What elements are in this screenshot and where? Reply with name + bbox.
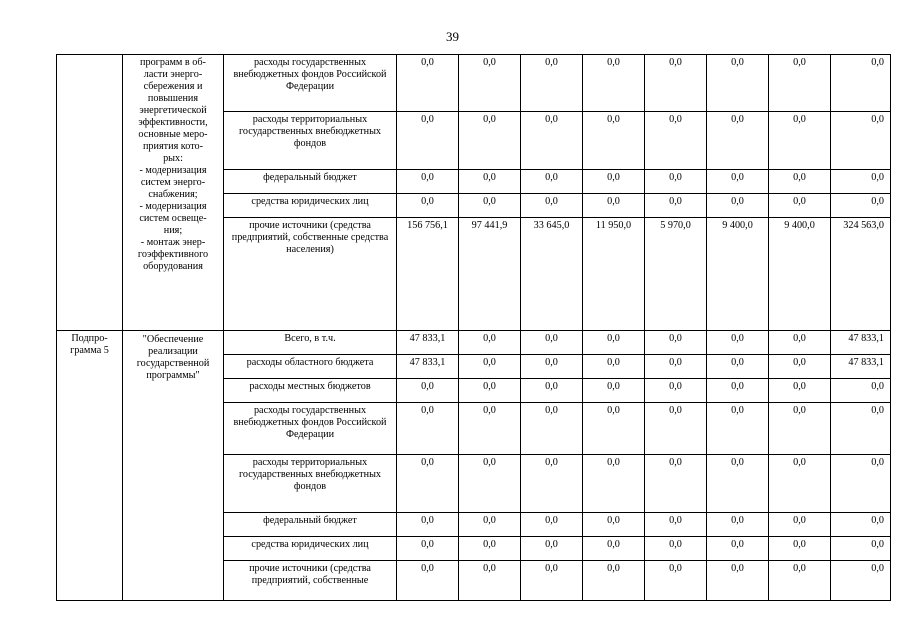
value-cell: 0,0 (583, 355, 645, 379)
value-cell: 0,0 (707, 355, 769, 379)
value-cell: 0,0 (521, 331, 583, 355)
value-cell: 0,0 (521, 112, 583, 170)
value-cell: 47 833,1 (831, 331, 891, 355)
value-cell: 0,0 (459, 379, 521, 403)
value-cell: 0,0 (521, 170, 583, 194)
funding-source: прочие источники (средства предприятий, собственные средства населения) (224, 218, 397, 331)
value-cell: 156 756,1 (397, 218, 459, 331)
value-cell: 0,0 (645, 194, 707, 218)
value-cell: 0,0 (769, 403, 831, 455)
value-cell: 0,0 (583, 331, 645, 355)
program-cell (57, 55, 123, 331)
value-cell: 97 441,9 (459, 218, 521, 331)
value-cell: 0,0 (831, 513, 891, 537)
value-cell: 0,0 (459, 112, 521, 170)
value-cell: 0,0 (583, 513, 645, 537)
value-cell: 0,0 (769, 355, 831, 379)
value-cell: 0,0 (459, 331, 521, 355)
value-cell: 0,0 (769, 379, 831, 403)
description-line: повышения (147, 93, 199, 104)
value-cell: 0,0 (397, 379, 459, 403)
value-cell: 0,0 (459, 355, 521, 379)
funding-source: федеральный бюджет (224, 170, 397, 194)
description-line: программ в об- (140, 57, 206, 68)
value-cell: 0,0 (459, 513, 521, 537)
value-cell: 0,0 (769, 55, 831, 112)
value-cell: 33 645,0 (521, 218, 583, 331)
funding-source: средства юридических лиц (224, 537, 397, 561)
value-cell: 0,0 (459, 403, 521, 455)
value-cell: 0,0 (769, 112, 831, 170)
value-cell: 0,0 (521, 355, 583, 379)
value-cell: 0,0 (459, 55, 521, 112)
value-cell: 0,0 (583, 170, 645, 194)
value-cell: 0,0 (645, 513, 707, 537)
value-cell: 0,0 (707, 55, 769, 112)
value-cell: 0,0 (583, 455, 645, 513)
value-cell: 0,0 (707, 331, 769, 355)
value-cell: 0,0 (521, 194, 583, 218)
value-cell: 0,0 (831, 170, 891, 194)
value-cell: 0,0 (459, 194, 521, 218)
description-line: эффективности, (138, 117, 208, 128)
value-cell: 0,0 (521, 561, 583, 601)
value-cell: 0,0 (583, 403, 645, 455)
value-cell: 0,0 (831, 537, 891, 561)
value-cell: 0,0 (707, 537, 769, 561)
funding-source: расходы местных бюджетов (224, 379, 397, 403)
value-cell: 0,0 (521, 455, 583, 513)
funding-source: прочие источники (средства предприятий, собственные (224, 561, 397, 601)
subprogram-name: "Обеспечение реализации государственной программы" (123, 331, 224, 601)
description-line: основные меро- (138, 129, 208, 140)
description-line: снабжения; (148, 189, 198, 200)
value-cell: 0,0 (769, 194, 831, 218)
value-cell: 0,0 (583, 194, 645, 218)
value-cell: 0,0 (645, 455, 707, 513)
value-cell: 0,0 (521, 513, 583, 537)
value-cell: 0,0 (521, 379, 583, 403)
value-cell: 0,0 (583, 112, 645, 170)
value-cell: 0,0 (707, 455, 769, 513)
value-cell: 0,0 (459, 455, 521, 513)
value-cell: 0,0 (707, 170, 769, 194)
page-number: 39 (446, 29, 459, 44)
value-cell: 9 400,0 (707, 218, 769, 331)
value-cell: 0,0 (707, 561, 769, 601)
value-cell: 0,0 (769, 331, 831, 355)
funding-source: расходы территориальных государственных внебюджетных фондов (224, 455, 397, 513)
value-cell: 0,0 (521, 55, 583, 112)
value-cell: 0,0 (645, 403, 707, 455)
value-cell: 0,0 (521, 403, 583, 455)
program-description (123, 55, 224, 331)
description-line: систем энерго- (140, 177, 206, 188)
value-cell: 0,0 (583, 537, 645, 561)
value-cell: 0,0 (831, 194, 891, 218)
value-cell: 11 950,0 (583, 218, 645, 331)
description-line: систем освеще- (139, 213, 207, 224)
value-cell: 0,0 (645, 331, 707, 355)
funding-source: расходы областного бюджета (224, 355, 397, 379)
value-cell: 0,0 (645, 55, 707, 112)
value-cell: 0,0 (831, 561, 891, 601)
value-cell: 0,0 (707, 379, 769, 403)
funding-source: расходы государственных внебюджетных фондов Российской Федерации (224, 55, 397, 112)
value-cell: 0,0 (769, 455, 831, 513)
table-row (57, 55, 891, 112)
description-line: ния; (163, 225, 183, 236)
value-cell: 0,0 (831, 455, 891, 513)
value-cell: 0,0 (769, 537, 831, 561)
funding-source: расходы государственных внебюджетных фондов Российской Федерации (224, 403, 397, 455)
value-cell: 0,0 (645, 537, 707, 561)
value-cell: 0,0 (459, 537, 521, 561)
value-cell: 0,0 (397, 55, 459, 112)
value-cell: 0,0 (645, 355, 707, 379)
value-cell: 0,0 (769, 170, 831, 194)
description-line: рых: (163, 153, 183, 164)
value-cell: 0,0 (645, 112, 707, 170)
description-line: энергетической (139, 105, 207, 116)
table-row (57, 331, 891, 355)
description-line: сбережения и (143, 81, 203, 92)
funding-source: федеральный бюджет (224, 513, 397, 537)
value-cell: 0,0 (397, 170, 459, 194)
value-cell: 0,0 (397, 403, 459, 455)
value-cell: 0,0 (707, 112, 769, 170)
value-cell: 9 400,0 (769, 218, 831, 331)
value-cell: 324 563,0 (831, 218, 891, 331)
value-cell: 0,0 (459, 561, 521, 601)
funding-source: расходы территориальных государственных внебюджетных фондов (224, 112, 397, 170)
value-cell: 0,0 (707, 513, 769, 537)
value-cell: 0,0 (707, 403, 769, 455)
value-cell: 47 833,1 (831, 355, 891, 379)
value-cell: 0,0 (397, 561, 459, 601)
description-line: оборудования (143, 261, 203, 272)
value-cell: 0,0 (397, 194, 459, 218)
value-cell: 47 833,1 (397, 355, 459, 379)
value-cell: 0,0 (831, 55, 891, 112)
value-cell: 47 833,1 (397, 331, 459, 355)
value-cell: 0,0 (707, 194, 769, 218)
description-line: - монтаж энер- (140, 237, 206, 248)
value-cell: 0,0 (583, 379, 645, 403)
value-cell: 0,0 (459, 170, 521, 194)
value-cell: 0,0 (831, 379, 891, 403)
value-cell: 0,0 (645, 561, 707, 601)
description-line: ласти энерго- (143, 69, 203, 80)
value-cell: 0,0 (831, 403, 891, 455)
value-cell: 5 970,0 (645, 218, 707, 331)
description-line: гоэффективного (137, 249, 209, 260)
value-cell: 0,0 (645, 170, 707, 194)
value-cell: 0,0 (583, 55, 645, 112)
value-cell: 0,0 (645, 379, 707, 403)
value-cell: 0,0 (397, 513, 459, 537)
description-line: приятия кото- (142, 141, 203, 152)
value-cell: 0,0 (397, 537, 459, 561)
funding-source: Всего, в т.ч. (224, 331, 397, 355)
value-cell: 0,0 (831, 112, 891, 170)
description-line: - модернизация (139, 201, 207, 212)
value-cell: 0,0 (769, 513, 831, 537)
funding-source: средства юридических лиц (224, 194, 397, 218)
description-line: - модернизация (139, 165, 207, 176)
subprogram-label: Подпро-грамма 5 (57, 331, 123, 601)
value-cell: 0,0 (397, 455, 459, 513)
value-cell: 0,0 (583, 561, 645, 601)
budget-table (56, 54, 891, 601)
value-cell: 0,0 (769, 561, 831, 601)
value-cell: 0,0 (397, 112, 459, 170)
value-cell: 0,0 (521, 537, 583, 561)
